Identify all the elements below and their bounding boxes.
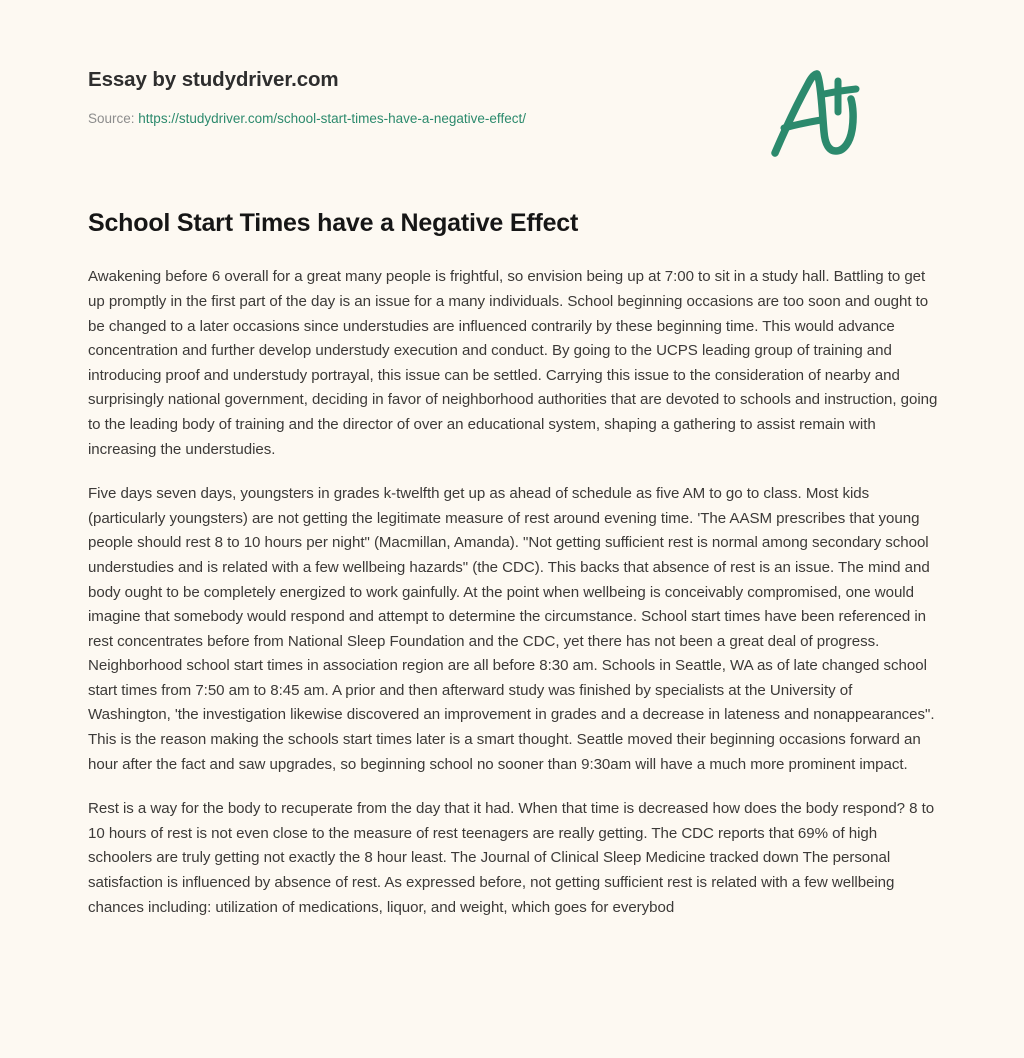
source-url-link[interactable]: https://studydriver.com/school-start-times-have-a-negative-effect/ — [138, 110, 526, 126]
paragraph: Five days seven days, youngsters in grades k-twelfth get up as ahead of schedule as five AM to go to class. Most kids (particularly youngsters) are not getting the legitimate measure of rest around evening time. 'The AASM prescribes that young people should rest 8 to 10 hours per night" (Macmillan, Amanda). "Not getting sufficient rest is normal among secondary school understudies and is related with a few wellbeing hazards" (the CDC). This backs that absence of rest is an issue. The mind and body ought to be completely energized to work gainfully. At the point when wellbeing is conceivably compromised, one would imagine that somebody would respond and attempt to determine the circumstance. School start times have been referenced in rest concentrates before from National Sleep Foundation and the CDC, yet there has not been a great deal of progress. Neighborhood school start times in association region are all before 8:30 am. Schools in Seattle, WA as of late changed school start times from 7:50 am to 8:45 am. A prior and then afterward study was finished by specialists at the University of Washington, 'the investigation likewise discovered an improvement in grades and a decrease in lateness and nonappearances". This is the reason making the schools start times later is a smart thought. Seattle moved their beginning occasions forward an hour after the fact and saw upgrades, so beginning school no sooner than 9:30am will have a much more prominent impact. — [88, 485, 935, 773]
a-plus-logo-icon — [762, 60, 870, 168]
page-title: School Start Times have a Negative Effect — [88, 209, 579, 238]
paragraph: Rest is a way for the body to recuperate from the day that it had. When that time is decreased how does the body respond? 8 to 10 hours of rest is not even close to the measure of rest teenagers are really getting. The CDC reports that 69% of high schoolers are truly getting not exactly the 8 hour least. The Journal of Clinical Sleep Medicine tracked down The personal satisfaction is influenced by absence of rest. As expressed before, not getting sufficient rest is related with a few wellbeing chances including: utilization of medications, liquor, and weight, which goes for everybod — [88, 800, 935, 916]
source-label: Source: — [88, 110, 135, 126]
page-header — [88, 0, 936, 127]
paragraph: Awakening before 6 overall for a great many people is frightful, so envision being up at 7:00 to sit in a study hall. Battling to get up promptly in the first part of the day is an issue for a many individuals. School beginning occasions are too soon and ought to be changed to a later occasions since understudies are influenced contrarily by these beginning time. This would advance concentration and further develop understudy execution and conduct. By going to the UCPS leading group of training and introducing proof and understudy portrayal, this issue can be settled. Carrying this issue to the consideration of nearby and surprisingly national government, deciding in favor of neighborhood authorities that are devoted to schools and instruction, going to the leading body of training and the director of over an educational system, shaping a gathering to assist remain with increasing the understudies. — [88, 268, 938, 458]
byline: Essay by studydriver.com — [88, 68, 339, 91]
article-body — [88, 239, 938, 920]
a-plus-logo — [762, 60, 870, 168]
